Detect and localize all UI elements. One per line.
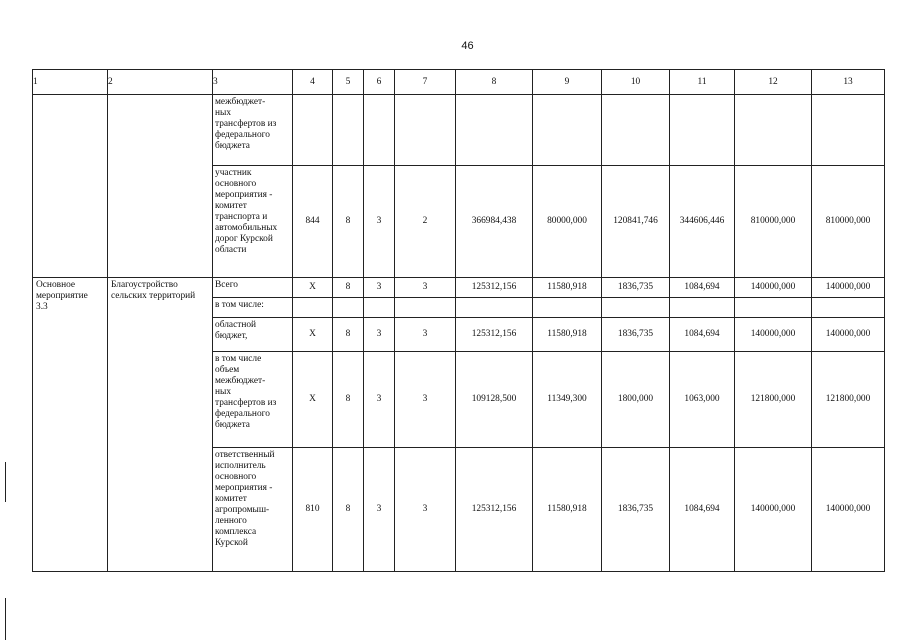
value-cell: 109128,500	[456, 352, 533, 448]
value-cell: 3	[395, 352, 456, 448]
column-header: 3	[213, 70, 293, 95]
value-cell	[533, 95, 602, 166]
value-cell: 80000,000	[533, 166, 602, 278]
value-cell: 8	[333, 448, 364, 572]
value-cell: 1800,000	[602, 352, 670, 448]
column-header: 6	[364, 70, 395, 95]
value-cell	[395, 298, 456, 318]
column-header: 5	[333, 70, 364, 95]
value-cell	[533, 298, 602, 318]
value-cell	[670, 95, 735, 166]
row-description: межбюджет- ных трансфертов из федерального бюджета	[213, 95, 293, 166]
value-cell: 11580,918	[533, 318, 602, 352]
value-cell: 3	[364, 448, 395, 572]
value-cell	[293, 95, 333, 166]
value-cell: 120841,746	[602, 166, 670, 278]
value-cell	[812, 298, 885, 318]
program-code-cell	[33, 95, 108, 278]
value-cell: 121800,000	[735, 352, 812, 448]
left-margin-mark	[5, 462, 6, 502]
value-cell: 3	[364, 278, 395, 298]
value-cell: 8	[333, 318, 364, 352]
value-cell: 366984,438	[456, 166, 533, 278]
value-cell: 8	[333, 278, 364, 298]
value-cell	[333, 95, 364, 166]
value-cell	[456, 95, 533, 166]
row-description: в том числе:	[213, 298, 293, 318]
value-cell: Х	[293, 278, 333, 298]
budget-table	[32, 69, 885, 572]
value-cell: 3	[395, 318, 456, 352]
row-description: Всего	[213, 278, 293, 298]
value-cell	[364, 298, 395, 318]
value-cell: 1063,000	[670, 352, 735, 448]
column-header: 11	[670, 70, 735, 95]
column-header: 10	[602, 70, 670, 95]
value-cell	[456, 298, 533, 318]
value-cell: 140000,000	[812, 448, 885, 572]
table-row	[33, 95, 885, 166]
row-description: в том числе объем межбюджет- ных трансфертов из федерального бюджета	[213, 352, 293, 448]
value-cell: 11580,918	[533, 448, 602, 572]
value-cell: 3	[395, 448, 456, 572]
value-cell: 344606,446	[670, 166, 735, 278]
value-cell: 8	[333, 352, 364, 448]
value-cell: 1084,694	[670, 318, 735, 352]
value-cell: Х	[293, 318, 333, 352]
table-header-row	[33, 70, 885, 95]
row-description: ответственный исполнитель основного мероприятия - комитет агропромыш- ленного комплекса Курской	[213, 448, 293, 572]
column-header: 9	[533, 70, 602, 95]
column-header: 4	[293, 70, 333, 95]
value-cell: 11349,300	[533, 352, 602, 448]
value-cell: 121800,000	[812, 352, 885, 448]
table-row	[33, 278, 885, 298]
value-cell	[735, 95, 812, 166]
value-cell: 125312,156	[456, 448, 533, 572]
value-cell: 140000,000	[812, 278, 885, 298]
column-header: 1	[33, 70, 108, 95]
value-cell: 1836,735	[602, 318, 670, 352]
program-name-cell	[108, 95, 213, 278]
value-cell: 140000,000	[812, 318, 885, 352]
value-cell: 140000,000	[735, 318, 812, 352]
value-cell: 125312,156	[456, 318, 533, 352]
value-cell: 11580,918	[533, 278, 602, 298]
value-cell: 810	[293, 448, 333, 572]
value-cell	[395, 95, 456, 166]
value-cell: Х	[293, 352, 333, 448]
value-cell	[364, 95, 395, 166]
row-description: областной бюджет,	[213, 318, 293, 352]
value-cell: 3	[395, 278, 456, 298]
value-cell: 3	[364, 166, 395, 278]
value-cell	[333, 298, 364, 318]
value-cell: 1836,735	[602, 448, 670, 572]
program-code-cell: Основное мероприятие 3.3	[33, 278, 108, 572]
value-cell: 2	[395, 166, 456, 278]
value-cell: 125312,156	[456, 278, 533, 298]
value-cell	[812, 95, 885, 166]
row-description: участник основного мероприятия - комитет транспорта и автомобильных дорог Курской области	[213, 166, 293, 278]
value-cell: 1084,694	[670, 448, 735, 572]
value-cell: 8	[333, 166, 364, 278]
program-name-cell: Благоустройство сельских территорий	[108, 278, 213, 572]
value-cell	[293, 298, 333, 318]
value-cell: 140000,000	[735, 448, 812, 572]
value-cell: 1836,735	[602, 278, 670, 298]
value-cell	[602, 298, 670, 318]
column-header: 8	[456, 70, 533, 95]
value-cell: 140000,000	[735, 278, 812, 298]
column-header: 13	[812, 70, 885, 95]
value-cell: 810000,000	[735, 166, 812, 278]
left-margin-mark	[5, 598, 6, 640]
column-header: 12	[735, 70, 812, 95]
column-header: 7	[395, 70, 456, 95]
value-cell	[602, 95, 670, 166]
value-cell: 3	[364, 352, 395, 448]
value-cell: 1084,694	[670, 278, 735, 298]
value-cell	[670, 298, 735, 318]
page-number: 46	[461, 40, 474, 52]
value-cell	[735, 298, 812, 318]
value-cell: 810000,000	[812, 166, 885, 278]
column-header: 2	[108, 70, 213, 95]
value-cell: 844	[293, 166, 333, 278]
value-cell: 3	[364, 318, 395, 352]
